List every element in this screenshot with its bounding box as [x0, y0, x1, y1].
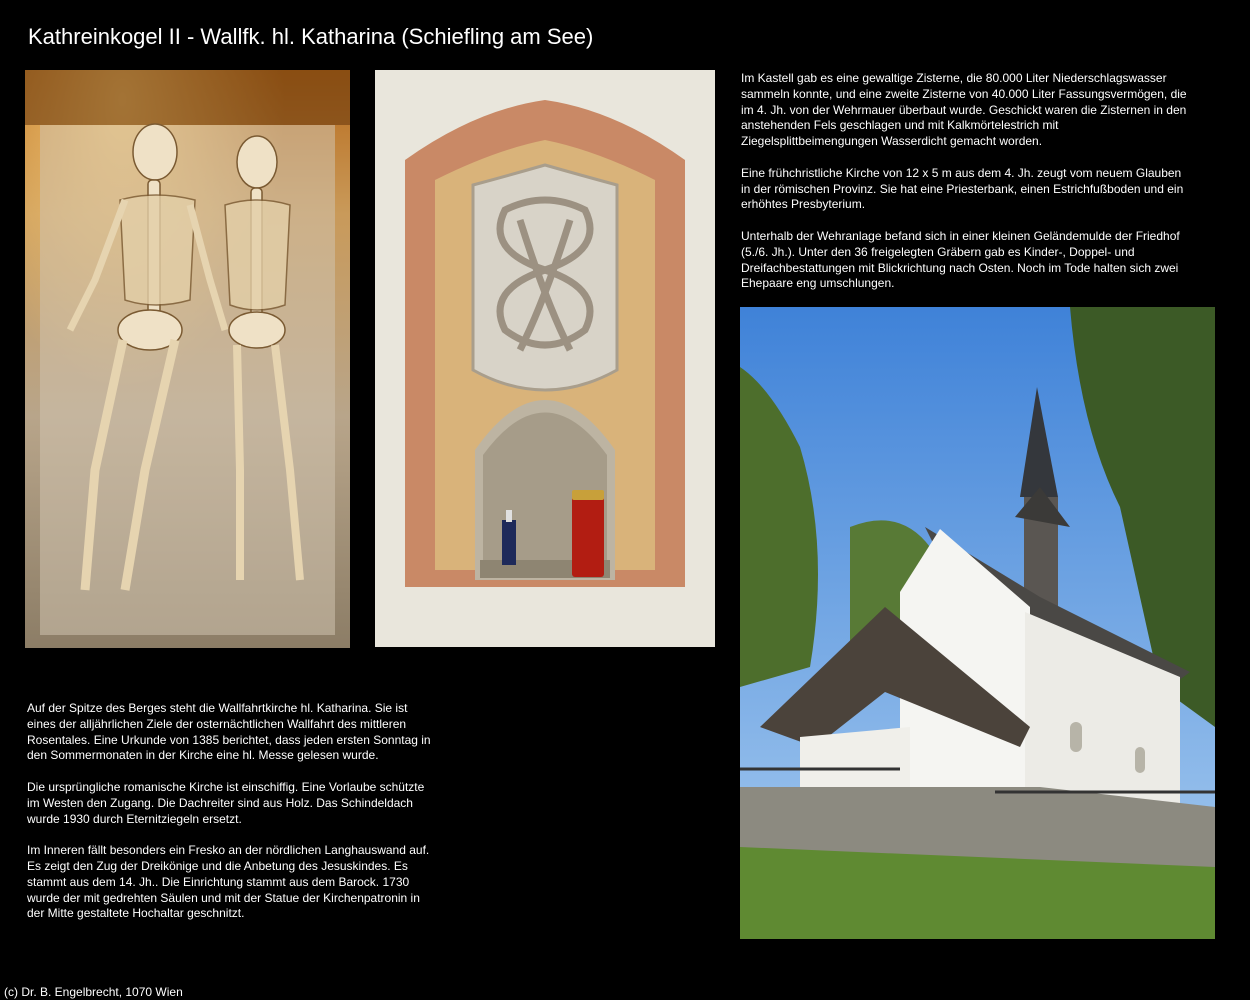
copyright-footer: (c) Dr. B. Engelbrecht, 1070 Wien — [4, 985, 183, 999]
left-paragraph-3: Im Inneren fällt besonders ein Fresko an der nördlichen Langhauswand auf. Es zeigt den Zug der Dreikönige und die Anbetung des Jesuskindes. Es stammt aus dem 14. Jh.. Die Einrichtung stammt aus dem Barock. 1730 wurde der mit gedrehten Säulen und mit der Statue der Kirchenpatronin in der Mitte gestaltete Hochaltar geschnitzt. — [27, 843, 430, 921]
church-photo — [740, 307, 1215, 939]
right-paragraph-2: Eine frühchristliche Kirche von 12 x 5 m aus dem 4. Jh. zeugt vom neuem Glauben in der römischen Provinz. Sie hat eine Priesterbank, einen Estrichfußboden und ein erhöhtes Presbyterium. — [741, 165, 1184, 212]
left-paragraph-2: Die ursprüngliche romanische Kirche ist einschiffig. Eine Vorlaube schützte im Westen den Zugang. Die Dachreiter sind aus Holz. Das Schindeldach wurde 1930 durch Eternitziegeln ersetzt. — [27, 779, 425, 826]
right-paragraph-3: Unterhalb der Wehranlage befand sich in einer kleinen Geländemulde der Friedhof (5./6. Jh.). Unter den 36 freigelegten Gräbern gab es Kinder-, Doppel- und Dreifachbestattungen mit Blickrichtung nach Osten. Noch im Tode halten sich zwei Ehepaare eng umschlungen. — [741, 228, 1180, 291]
skeleton-grave-photo — [25, 70, 350, 648]
right-text-block — [741, 71, 1191, 308]
left-text-block — [27, 701, 437, 938]
right-paragraph-1: Im Kastell gab es eine gewaltige Zisterne, die 80.000 Liter Niederschlagswasser sammeln konnte, und eine zweite Zisterne von 40.000 Liter Fassungsvermögen, die im 4. Jh. von der Wehrmauer überbaut wurde. Geschickt waren die Zisternen in den anstehenden Fels geschlagen und mit Kalkmörtelestrich mit Ziegelsplittbeimengungen Wasserdicht gemacht worden. — [741, 71, 1187, 149]
page-title: Kathreinkogel II - Wallfk. hl. Katharina (Schiefling am See) — [28, 24, 594, 49]
left-paragraph-1: Auf der Spitze des Berges steht die Wallfahrtkirche hl. Katharina. Sie ist eines der alljährlichen Ziele der osternächtlichen Wallfahrt des mittleren Rosentales. Eine Urkunde von 1385 berichtet, dass jeden ersten Sonntag in den Sommermonaten in der Kirche eine hl. Messe gelesen wurde. — [27, 701, 431, 763]
wall-niche-photo — [375, 70, 715, 647]
